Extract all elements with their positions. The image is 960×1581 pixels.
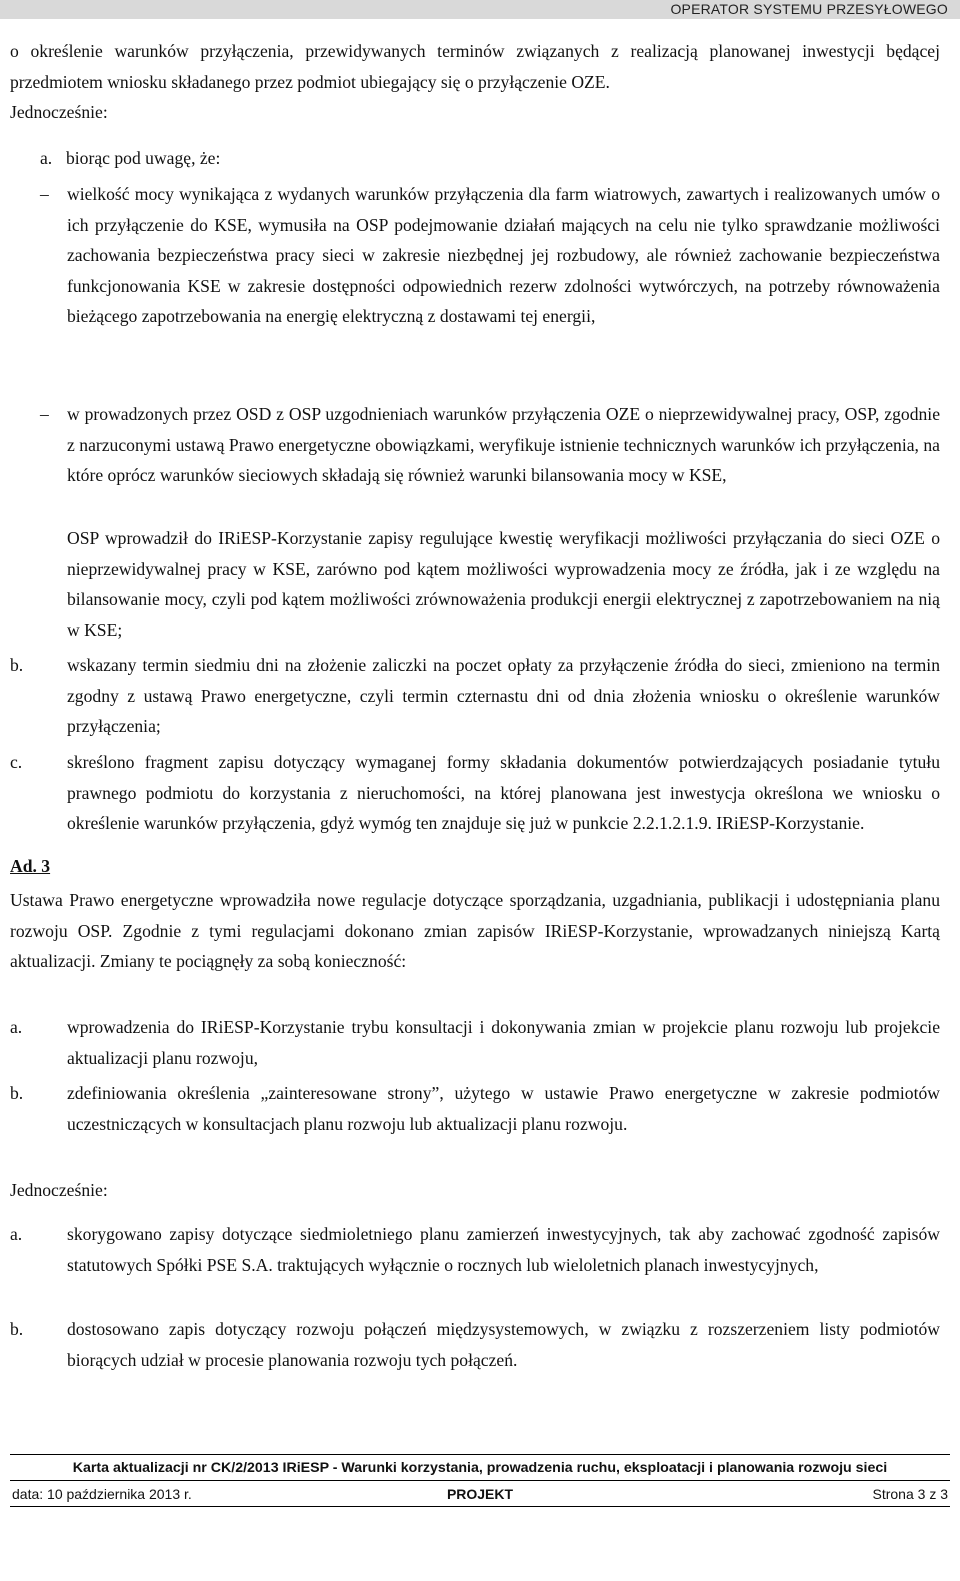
section-a-conclusion: OSP wprowadził do IRiESP-Korzystanie zapisy regulujące kwestię weryfikacji możliwości przyłączania do sieci OZE o nieprzewidywalnej pracy w KSE, zarówno pod kątem możliwości wyprowadzenia mocy ze źródła, jak i ze względu na bilansowanie mocy, czyli pod kątem możliwości zrównoważenia produkcji energii elektrycznej z zapotrzebowaniem na nią w KSE;	[67, 528, 940, 640]
list-item-label: b.	[10, 1319, 24, 1339]
ad3-heading: Ad. 3	[10, 856, 51, 876]
list-item-label: a.	[40, 148, 53, 168]
footer-divider	[10, 1480, 950, 1481]
footer-status: PROJEKT	[446, 1486, 514, 1502]
list-item-label: a.	[10, 1224, 23, 1244]
list-item-label: a.	[10, 1017, 23, 1037]
list-item-c	[10, 747, 940, 839]
list-item-label: b.	[10, 655, 24, 675]
footer-page-number: Strona 3 z 3	[872, 1486, 948, 1502]
intro-paragraph: o określenie warunków przyłączenia, przewidywanych terminów związanych z realizacją planowanej inwestycji będącej przedmiotem wniosku składanego przez podmiot ubiegający się o przyłączenie OZE.	[10, 41, 940, 92]
header-title: OPERATOR SYSTEMU PRZESYŁOWEGO	[670, 1, 948, 17]
ad3-list-item-a	[10, 1012, 940, 1073]
footer-info-row	[10, 1484, 950, 1504]
dash-bullet: –	[40, 404, 49, 424]
jednoczesnie-label-2: Jednocześnie:	[10, 1180, 108, 1200]
footer-divider	[10, 1454, 950, 1455]
dash-item-1	[40, 179, 940, 332]
ad3-list2-item-a	[10, 1219, 940, 1280]
list-item-text: skorygowano zapisy dotyczące siedmioletniego planu zamierzeń inwestycyjnych, tak aby zachować zgodność zapisów statutowych Spółki PSE S.A. traktujących wyłącznie o rocznych lub wieloletnich planach inwestycyjnych,	[67, 1224, 940, 1275]
header-band	[0, 0, 960, 19]
list-item-b	[10, 650, 940, 742]
footer-date: data: 10 października 2013 r.	[12, 1486, 192, 1502]
ad3-list-item-b	[10, 1078, 940, 1139]
footer-divider	[10, 1506, 950, 1507]
footer-title: Karta aktualizacji nr CK/2/2013 IRiESP - Warunki korzystania, prowadzenia ruchu, eksploatacji i planowania rozwoju sieci	[72, 1460, 888, 1476]
dash-bullet: –	[40, 184, 49, 204]
jednoczesnie-label: Jednocześnie:	[10, 102, 108, 122]
ad3-list2-item-b	[10, 1314, 940, 1375]
list-item-text: zdefiniowania określenia „zainteresowane strony”, użytego w ustawie Prawo energetyczne w zakresie podmiotów uczestniczących w konsultacjach planu rozwoju lub aktualizacji planu rozwoju.	[67, 1083, 940, 1134]
list-item-text: wskazany termin siedmiu dni na złożenie zaliczki na poczet opłaty za przyłączenie źródła do sieci, zmieniono na termin zgodny z ustawą Prawo energetyczne, czyli termin czternastu dni od dnia złożenia wniosku o określenie warunków przyłączenia;	[67, 655, 940, 736]
list-item-text: wprowadzenia do IRiESP-Korzystanie trybu konsultacji i dokonywania zmian w projekcie planu rozwoju lub projekcie aktualizacji planu rozwoju,	[67, 1017, 940, 1068]
list-item-text: biorąc pod uwagę, że:	[66, 148, 221, 168]
dash-item-text: wielkość mocy wynikająca z wydanych warunków przyłączenia dla farm wiatrowych, zawartych i realizowanych umów o ich przyłączenie do KSE, wymusiła na OSP podejmowanie działań mających na celu nie tylko sprawdzanie możliwości zachowania bezpieczeństwa pracy sieci w zakresie niezbędnej jej rozbudowy, ale również zachowanie bezpieczeństwa funkcjonowania KSE w zakresie dostępności odpowiednich rezerw zdolności wytwórczych, na potrzeby równoważenia bieżącego zapotrzebowania na energię elektryczną z dostawami tej energii,	[67, 184, 940, 326]
list-item-label: b.	[10, 1083, 24, 1103]
dash-item-text: w prowadzonych przez OSD z OSP uzgodnieniach warunków przyłączenia OZE o nieprzewidywalnej pracy, OSP, zgodnie z narzuconymi ustawą Prawo energetyczne obowiązkami, weryfikuje istnienie technicznych warunków ich przyłączenia, na które oprócz warunków sieciowych składają się również warunki bilansowania mocy w KSE,	[67, 404, 940, 485]
dash-item-2	[40, 399, 940, 491]
list-item-label: c.	[10, 752, 23, 772]
ad3-intro-paragraph: Ustawa Prawo energetyczne wprowadziła nowe regulacje dotyczące sporządzania, uzgadniania, publikacji i udostępniania planu rozwoju OSP. Zgodnie z tymi regulacjami dokonano zmian zapisów IRiESP-Korzystanie, wprowadzanych niniejszą Kartą aktualizacji. Zmiany te pociągnęły za sobą konieczność:	[10, 890, 940, 971]
list-item-a	[40, 143, 940, 174]
list-item-text: dostosowano zapis dotyczący rozwoju połączeń międzysystemowych, w związku z rozszerzeniem listy podmiotów biorących udział w procesie planowania rozwoju tych połączeń.	[67, 1319, 940, 1370]
list-item-text: skreślono fragment zapisu dotyczący wymaganej formy składania dokumentów potwierdzających posiadanie tytułu prawnego podmiotu do korzystania z nieruchomości, na której planowana jest inwestycja określona we wniosku o określenie warunków przyłączenia, gdyż wymóg ten znajduje się już w punkcie 2.2.1.2.1.9. IRiESP-Korzystanie.	[67, 752, 940, 833]
